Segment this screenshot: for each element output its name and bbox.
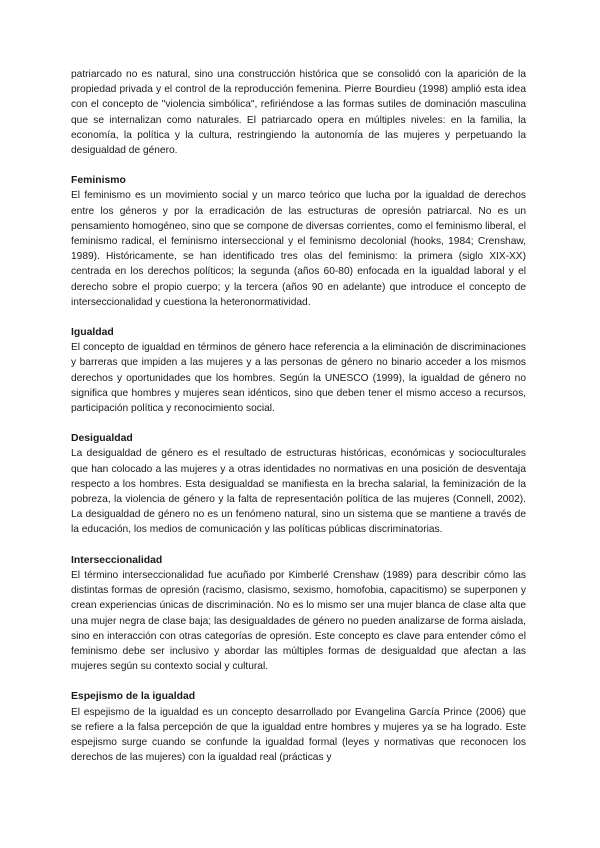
intro-paragraph: patriarcado no es natural, sino una construcción histórica que se consolidó con la aparición de la propiedad privada y el control de la reproducción femenina. Pierre Bourdieu (1998) amplió esta idea con el concepto de "violencia simbólica", refiriéndose a las formas sutiles de dominación masculina que se internalizan como naturales. El patriarcado opera en múltiples niveles: en la familia, la economía, la política y la cultura, restringiendo la autonomía de las mujeres y perpetuando la desigualdad de género. xyxy=(71,69,526,157)
section-paragraph: El feminismo es un movimiento social y un marco teórico que lucha por la igualdad de derechos entre los géneros y por la erradicación de las estructuras de opresión patriarcal. No es un pensamiento homogéneo, sino que se compone de diversas corrientes, como el feminismo liberal, el feminismo radical, el feminismo interseccional y el feminismo decolonial (hooks, 1984; Crenshaw, 1989). Históricamente, se han identificado tres olas del feminismo: la primera (siglo XIX-XX) centrada en los derechos políticos; la segunda (años 60-80) enfocada en la igualdad laboral y el derecho sobre el propio cuerpo; y la tercera (años 90 en adelante) que introduce el concepto de interseccionalidad y cuestiona la heteronormatividad. xyxy=(71,190,526,308)
section-paragraph: El término interseccionalidad fue acuñado por Kimberlé Crenshaw (1989) para describir cómo las distintas formas de opresión (racismo, clasismo, sexismo, homofobia, capacitismo) se superponen y crean experiencias únicas de discriminación. No es lo mismo ser una mujer blanca de clase alta que una mujer negra de clase baja; las desigualdades de género no pueden analizarse de forma aislada, sino en interacción con otras categorías de opresión. Este concepto es clave para entender cómo el feminismo debe ser inclusivo y abordar las múltiples formas de desigualdad que afectan a las mujeres según su contexto social y cultural. xyxy=(71,569,526,673)
section-paragraph: La desigualdad de género es el resultado de estructuras históricas, económicas y socioculturales que han colocado a las mujeres y a otras identidades no normativas en una posición de desventaja respecto a los hombres. Esta desigualdad se manifiesta en la brecha salarial, la feminización de la pobreza, la violencia de género y la falta de representación política de las mujeres (Connell, 2002). La desigualdad de género no es un fenómeno natural, sino un sistema que se mantiene a través de la educación, los medios de comunicación y las políticas públicas discriminatorias. xyxy=(71,448,526,536)
section-heading: Desigualdad xyxy=(71,433,133,445)
section-paragraph: El concepto de igualdad en términos de género hace referencia a la eliminación de discriminaciones y barreras que impiden a las mujeres y a las personas de género no binario acceder a los mismos derechos y oportunidades que los hombres. Según la UNESCO (1999), la igualdad de género no significa que hombres y mujeres sean idénticos, sino que deben tener el mismo acceso a recursos, participación política y reconocimiento social. xyxy=(71,342,526,415)
section-espejismo xyxy=(71,689,526,765)
section-paragraph: El espejismo de la igualdad es un concepto desarrollado por Evangelina García Prince (2006) que se refiere a la falsa percepción de que la igualdad entre hombres y mujeres ya se ha logrado. Este espejismo surge cuando se confunde la igualdad formal (leyes y normativas que reconocen los derechos de las mujeres) con la igualdad real (prácticas y xyxy=(71,706,526,764)
section-heading: Igualdad xyxy=(71,327,114,339)
section-desigualdad xyxy=(71,431,526,537)
section-igualdad xyxy=(71,325,526,416)
section-heading: Feminismo xyxy=(71,175,126,187)
section-interseccionalidad xyxy=(71,553,526,675)
section-feminismo xyxy=(71,173,526,310)
page-content xyxy=(71,67,526,765)
section-heading: Interseccionalidad xyxy=(71,554,163,566)
section-heading: Espejismo de la igualdad xyxy=(71,691,196,703)
